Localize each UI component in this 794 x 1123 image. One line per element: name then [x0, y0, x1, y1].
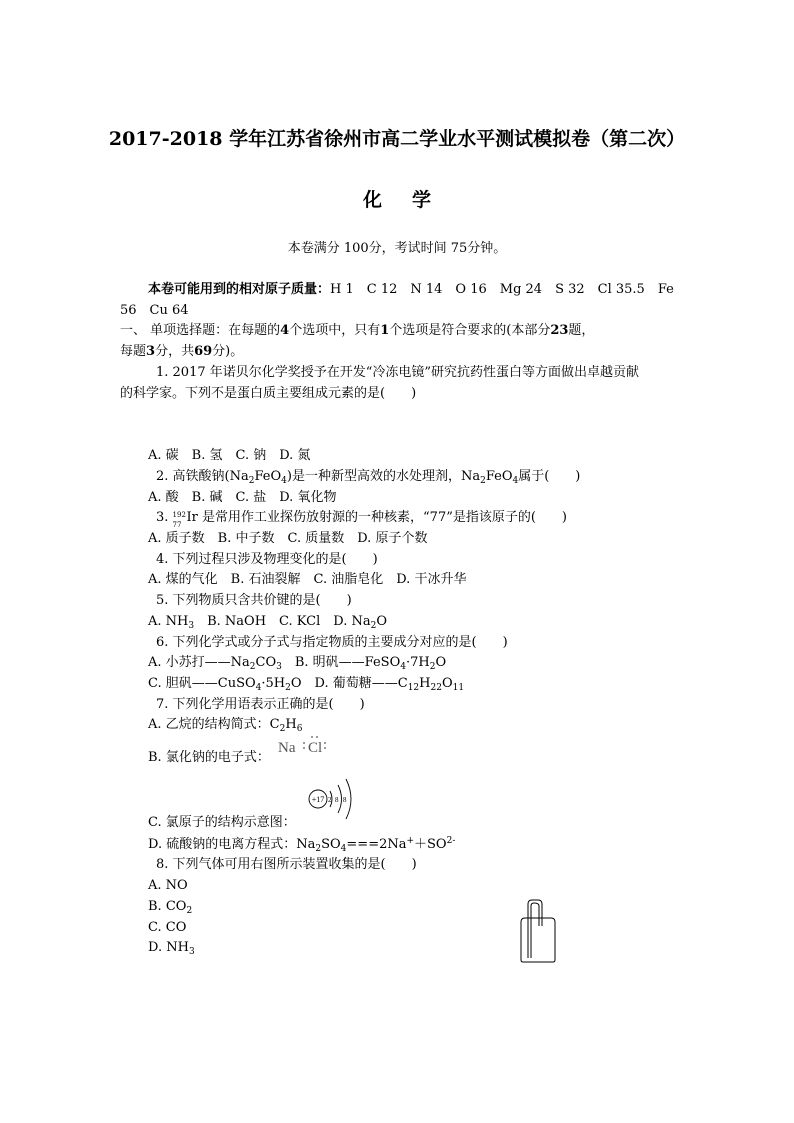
atomic-mass-line-2: 56 Cu 64 [120, 302, 189, 318]
q2-stem: 2. 高铁酸钠$(Na_2FeO_4)$是一种新型高效的水处理剂，$Na_2FeO_4$属于( ) [156, 468, 581, 486]
exam-note: 本卷满分 100分，考试时间 75分钟。 [287, 241, 507, 256]
q8-option-b: B. $CO_2$ [148, 898, 193, 916]
svg-text:+17: +17 [311, 794, 325, 804]
question-body [120, 280, 688, 959]
cl-symbol: Cl [308, 740, 323, 757]
q8-option-a: A. NO [148, 878, 188, 894]
svg-text:8: 8 [343, 795, 347, 804]
exam-title: 2017-2018 学年江苏省徐州市高二学业水平测试模拟卷（第二次） [108, 128, 686, 150]
q7-option-b: B. 氯化钠的电子式： Na Cl [148, 748, 688, 769]
q3-stem: 3. 192 77 Ir 是常用作工业探伤放射源的一种核素，“77”是指该原子的( ) [156, 510, 568, 530]
q4-options: A. 煤的气化 B. 石油裂解 C. 油脂皂化 D. 干冰升华 [148, 572, 467, 588]
chlorine-atom-diagram [306, 769, 366, 825]
svg-text:2: 2 [328, 795, 332, 804]
q8-option-c: C. CO [148, 919, 187, 935]
q5-stem: 5. 下列物质只含共价键的是( ) [156, 593, 352, 609]
q1-stem-2: 的科学家。下列不是蛋白质主要组成元素的是( ) [120, 385, 417, 401]
na-symbol: Na [278, 740, 296, 757]
q3-options: A. 质子数 B. 中子数 C. 质量数 D. 原子个数 [148, 531, 428, 547]
q7-stem: 7. 下列化学用语表示正确的是( ) [156, 696, 365, 712]
atomic-mass-line: 本卷可能用到的相对原子质量：H 1 C 12 N 14 O 16 Mg 24 S 32 Cl 35.5 Fe [148, 282, 674, 297]
q6-options-1: A. 小苏打$——Na_2CO_3$ B. 明矾$——FeSO_4\cdot 7H_2O$ [148, 655, 447, 673]
q2-options: A. 酸 B. 碱 C. 盐 D. 氧化物 [148, 489, 337, 505]
q7-option-a: A. 乙烷的结构简式：$C_2H_6$ [148, 717, 303, 735]
q6-options-2: C. 胆矾$——CuSO_4\cdot 5H_2O$ D. 葡萄糖$——C_{12}H_{22}O_{11}$ [148, 675, 465, 693]
gas-collection-bottle-figure [518, 898, 558, 964]
q7-option-c: C. 氯原子的结构示意图： [148, 814, 296, 830]
q1-options: A. 碳 B. 氢 C. 钠 D. 氮 [148, 448, 311, 464]
q1-stem: 1. 2017 年诺贝尔化学奖授予在开发“冷冻电镜”研究抗药性蛋白等方面做出卓越贡献 [156, 364, 640, 380]
q8-option-d: D. $NH_3$ [148, 940, 195, 958]
q8-stem: 8. 下列气体可用右图所示装置收集的是( ) [156, 857, 417, 873]
electron-formula-figure [276, 734, 336, 758]
section-heading: 一、 单项选择题：在每题的4个选项中，只有1个选项是符合要求的(本部分23题， [120, 323, 595, 339]
q7-option-c-wrap [148, 777, 688, 835]
q5-options: A. $NH_3$ B. NaOH C. KCl D. $Na_2O$ [148, 613, 388, 631]
subject-title: 化学 [362, 189, 461, 211]
q4-stem: 4. 下列过程只涉及物理变化的是( ) [156, 551, 378, 567]
q7-option-d: D. 硫酸钠的电离方程式：$Na_2SO_4===2Na^++SO^{2-}$ [148, 835, 456, 854]
q6-stem: 6. 下列化学式或分子式与指定物质的主要成分对应的是( ) [156, 634, 508, 650]
section-heading-2: 每题3分，共69分)。 [120, 344, 244, 360]
svg-text:8: 8 [335, 795, 339, 804]
